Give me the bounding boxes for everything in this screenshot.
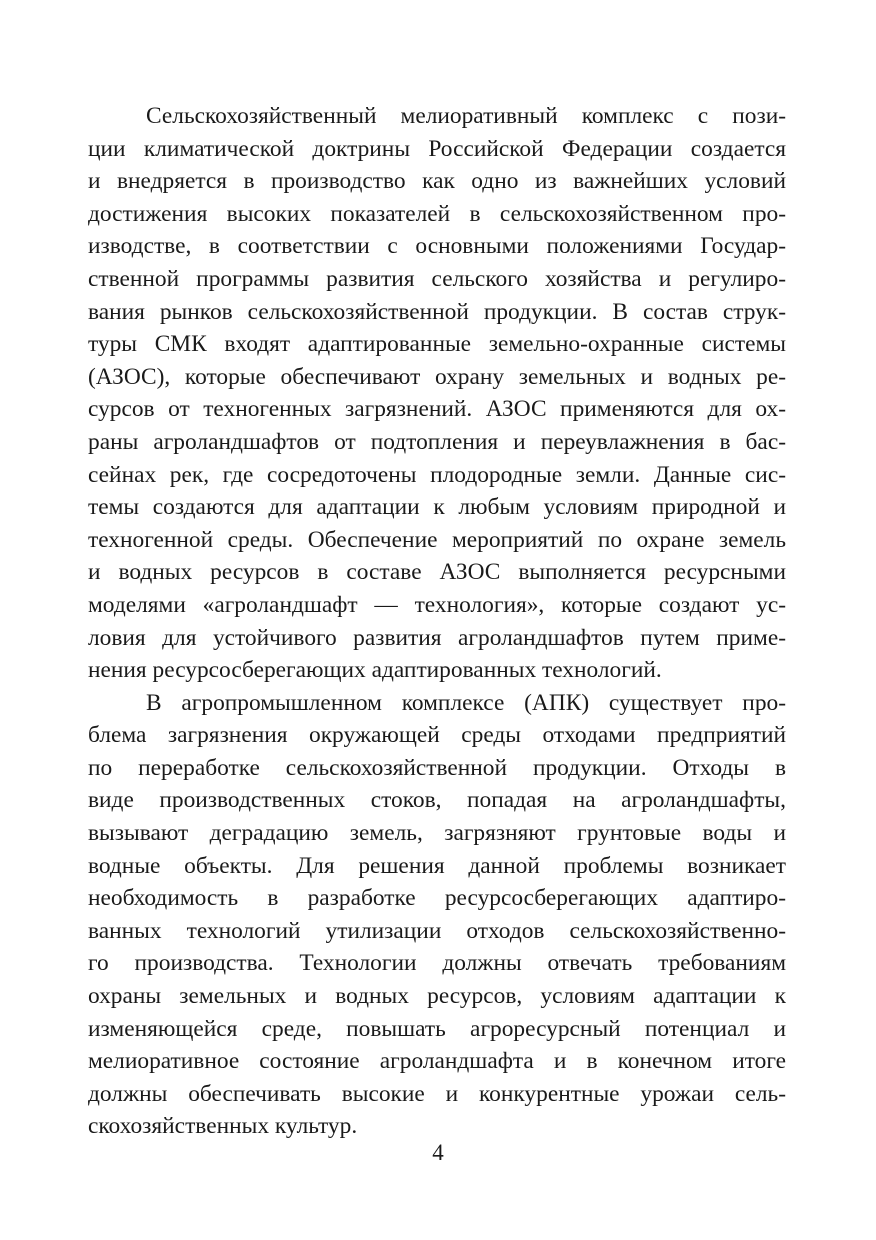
text-line: Сельскохозяйственный мелиоративный комплекс с пози-: [146, 103, 786, 129]
text-line: виде производственных стоков, попадая на агроландшафты,: [88, 787, 786, 814]
text-line: скохозяйственных культур.: [88, 1113, 358, 1140]
text-line: мелиоративное состояние агроландшафта и в конечном итоге: [88, 1048, 786, 1075]
text-line: и внедряется в производство как одно из важнейших условий: [88, 168, 786, 195]
text-line: техногенной среды. Обеспечение мероприятий по охране земель: [88, 526, 786, 553]
text-line: изводстве, в соответствии с основными положениями Государ-: [88, 233, 786, 260]
text-line: ственной программы развития сельского хозяйства и регулиро-: [88, 265, 786, 292]
text-line: В агропромышленном комплексе (АПК) существует про-: [146, 689, 786, 716]
text-line: охраны земельных и водных ресурсов, условиям адаптации к: [88, 983, 786, 1010]
text-line: ванных технологий утилизации отходов сельскохозяйственно-: [88, 917, 786, 944]
text-line: (АЗОС), которые обеспечивают охрану земельных и водных ре-: [88, 363, 786, 390]
text-line: по переработке сельскохозяйственной продукции. Отходы в: [88, 754, 786, 781]
page-number: 4: [432, 1140, 444, 1165]
text-line: водные объекты. Для решения данной проблемы возникает: [88, 852, 786, 879]
text-line: должны обеспечивать высокие и конкурентные урожаи сель-: [88, 1080, 786, 1107]
text-line: сейнах рек, где сосредоточены плодородные земли. Данные сис-: [88, 461, 786, 488]
text-line: вызывают деградацию земель, загрязняют грунтовые воды и: [88, 820, 786, 847]
text-line: достижения высоких показателей в сельскохозяйственном про-: [88, 200, 786, 227]
text-line: туры СМК входят адаптированные земельно-охранные системы: [88, 331, 786, 358]
text-line: темы создаются для адаптации к любым условиям природной и: [88, 494, 786, 521]
paragraph-2: [88, 687, 786, 1143]
paragraph-1: [88, 100, 786, 687]
text-line: нения ресурсосберегающих адаптированных технологий.: [88, 657, 662, 684]
text-line: ловия для устойчивого развития агроландшафтов путем приме-: [88, 624, 786, 651]
body-text: [88, 100, 786, 1143]
text-line: сурсов от техногенных загрязнений. АЗОС применяются для ох-: [88, 396, 786, 423]
text-line: блема загрязнения окружающей среды отходами предприятий: [88, 722, 786, 749]
text-line: вания рынков сельскохозяйственной продукции. В состав струк-: [88, 298, 786, 325]
text-line: и водных ресурсов в составе АЗОС выполняется ресурсными: [88, 559, 786, 586]
text-line: моделями «агроландшафт — технология», которые создают ус-: [88, 591, 786, 618]
text-line: изменяющейся среде, повышать агроресурсный потенциал и: [88, 1015, 786, 1042]
text-line: необходимость в разработке ресурсосберегающих адаптиро-: [88, 885, 786, 912]
text-line: раны агроландшафтов от подтопления и переувлажнения в бас-: [88, 428, 786, 455]
text-line: ции климатической доктрины Российской Федерации создается: [88, 135, 786, 162]
text-line: го производства. Технологии должны отвечать требованиям: [88, 950, 786, 977]
